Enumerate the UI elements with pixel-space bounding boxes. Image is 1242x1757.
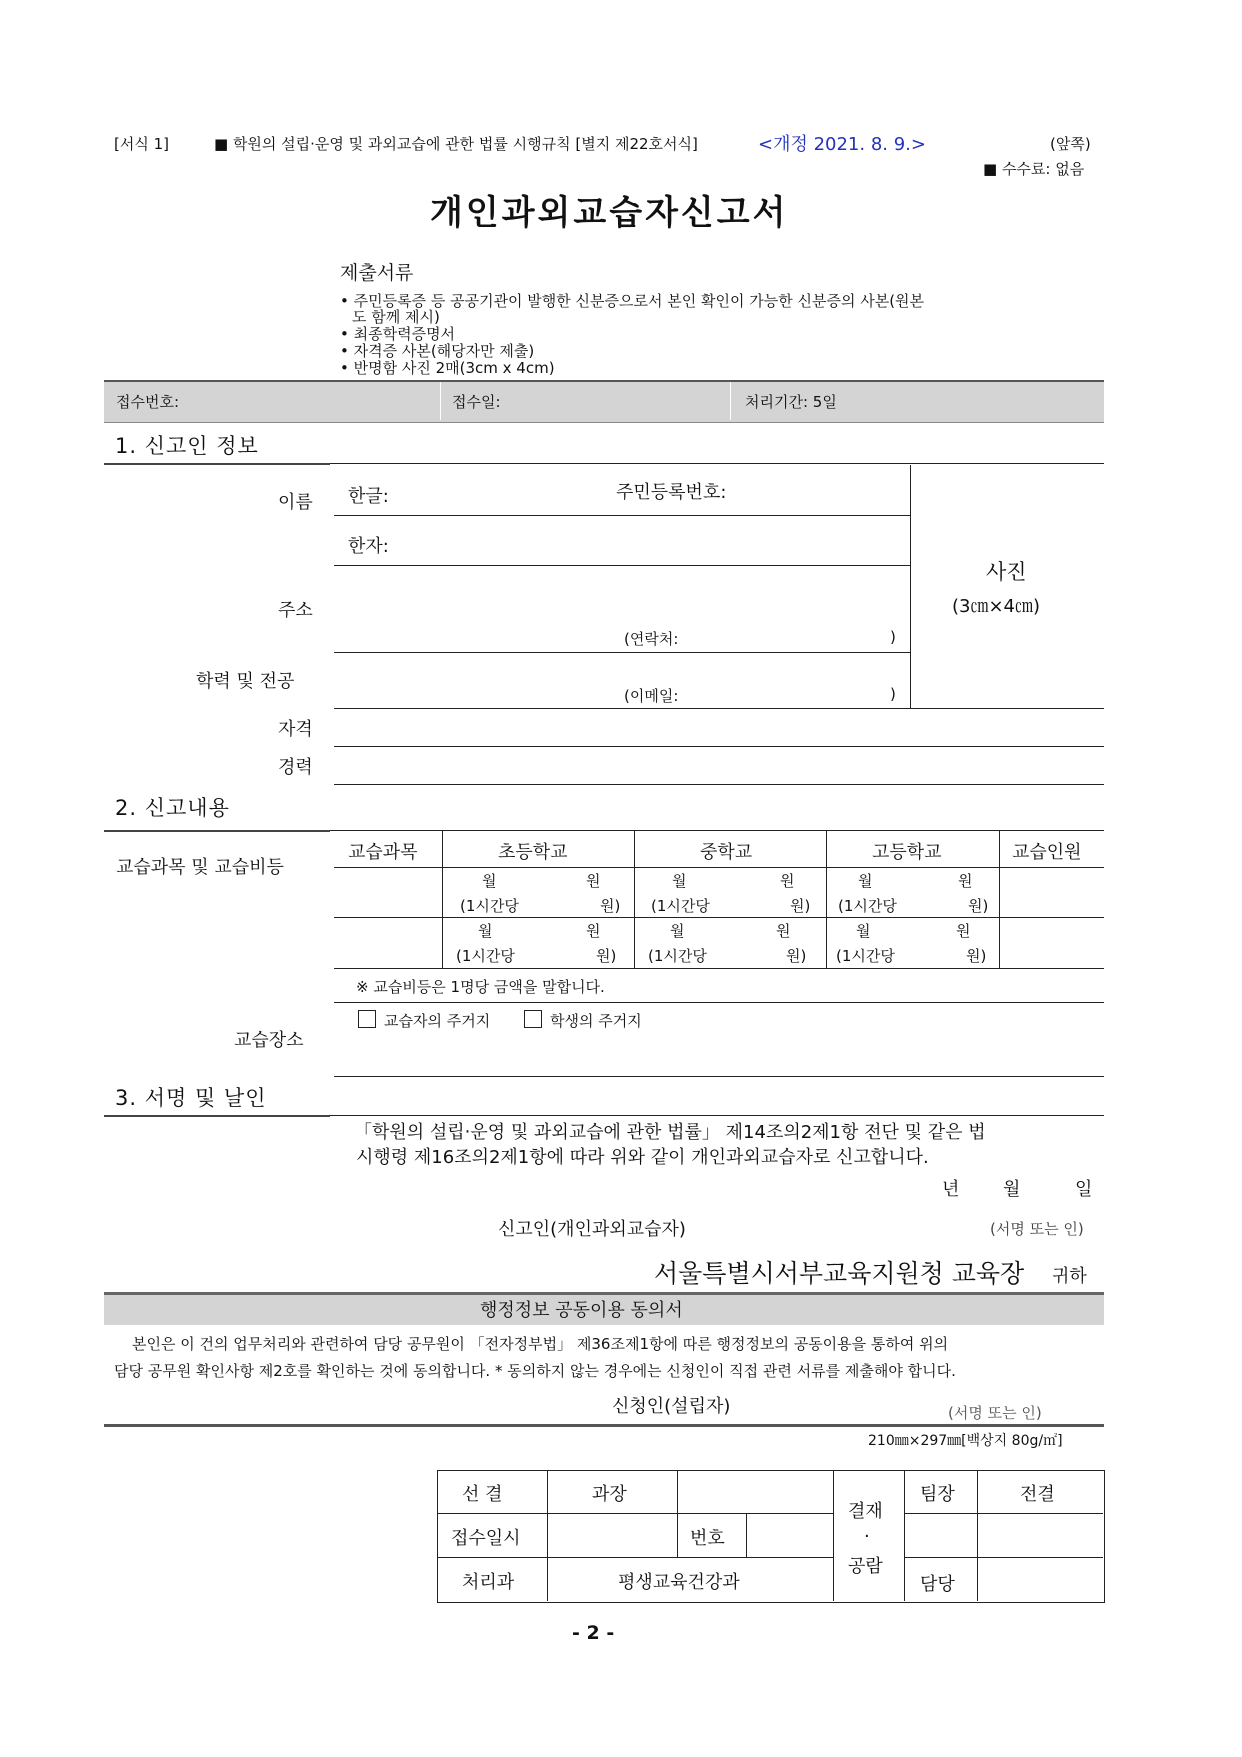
contact-close: ) <box>890 628 896 646</box>
submission-heading: 제출서류 <box>340 262 414 284</box>
pre-approval-cell: 전결 <box>1020 1484 1055 1505</box>
recipient-suffix: 귀하 <box>1052 1266 1087 1287</box>
section-1-title: 1. 신고인 정보 <box>115 434 259 458</box>
per-hour-label: (1시간당 <box>460 897 519 915</box>
career-label: 경력 <box>278 757 313 778</box>
day-label: 일 <box>1075 1179 1093 1200</box>
hanja-name-label: 한자: <box>348 536 389 557</box>
won-label: 원 <box>780 872 795 890</box>
won-close-label: 원) <box>968 897 989 915</box>
submission-item: • 자격증 사본(해당자만 제출) <box>340 342 535 360</box>
paper-spec: 210㎜×297㎜[백상지 80g/㎡] <box>868 1433 1063 1449</box>
year-label: 년 <box>942 1179 960 1200</box>
column-high: 고등학교 <box>872 842 942 863</box>
form-number: [서식 1] <box>114 135 169 153</box>
home-of-tutor-checkbox[interactable] <box>358 1010 376 1028</box>
month-label: 월 <box>1003 1179 1021 1200</box>
won-label: 원 <box>776 922 791 940</box>
in-charge-cell: 담당 <box>920 1574 955 1595</box>
applicant-label: 신청인(설립자) <box>612 1396 731 1417</box>
processing-period-label: 처리기간: 5일 <box>745 393 837 411</box>
won-close-label: 원) <box>790 897 811 915</box>
receipt-number-label: 접수번호: <box>116 393 180 411</box>
month-label: 월 <box>478 922 493 940</box>
month-label: 월 <box>672 872 687 890</box>
won-close-label: 원) <box>600 897 621 915</box>
dept-name-cell: 평생교육건강과 <box>618 1572 740 1593</box>
place-option-tutor-home: 교습자의 주거지 <box>384 1012 491 1030</box>
won-label: 원 <box>586 922 601 940</box>
won-label: 원 <box>586 872 601 890</box>
won-close-label: 원) <box>596 947 617 965</box>
admin-consent-line-1: 본인은 이 건의 업무처리와 관련하여 담당 공무원이 「전자정부법」 제36조제1항에 따른 행정정보의 공동이용을 통하여 위의 <box>132 1335 949 1353</box>
receipt-bar <box>104 380 1104 423</box>
per-hour-label: (1시간당 <box>651 897 710 915</box>
admin-consent-line-2: 담당 공무원 확인사항 제2호를 확인하는 것에 동의합니다. * 동의하지 않는 경우에는 신청인이 직접 관련 서류를 제출해야 합니다. <box>114 1362 956 1380</box>
approval-mid-line-3: 공람 <box>848 1556 883 1577</box>
contact-label: (연락처: <box>624 630 679 648</box>
approval-mid-line-1: 결재 <box>848 1501 883 1522</box>
fee-note: ■ 수수료: 없음 <box>983 160 1085 178</box>
per-hour-label: (1시간당 <box>836 947 895 965</box>
receipt-date-label: 접수일: <box>452 393 501 411</box>
won-label: 원 <box>956 922 971 940</box>
submission-item: • 주민등록증 등 공공기관이 발행한 신분증으로서 본인 확인이 가능한 신분증의 사본(원본 <box>340 292 925 310</box>
won-close-label: 원) <box>786 947 807 965</box>
submission-item: • 최종학력증명서 <box>340 325 456 343</box>
education-label: 학력 및 전공 <box>196 671 295 692</box>
submission-item: 도 함께 제시) <box>352 308 440 326</box>
admin-consent-title: 행정정보 공동이용 동의서 <box>480 1300 683 1321</box>
approval-table <box>437 1470 1105 1603</box>
photo-size: (3㎝×4㎝) <box>952 596 1041 617</box>
month-label: 월 <box>858 872 873 890</box>
approval-mid-line-2: · <box>864 1526 870 1547</box>
page-side: (앞쪽) <box>1050 135 1091 153</box>
law-reference: ■ 학원의 설립‧운영 및 과외교습에 관한 법률 시행규칙 [별지 제22호서식] <box>214 135 698 153</box>
won-close-label: 원) <box>966 947 987 965</box>
photo-label: 사진 <box>986 560 1027 584</box>
column-elementary: 초등학교 <box>498 842 568 863</box>
section-3-title: 3. 서명 및 날인 <box>115 1086 267 1110</box>
pre-decision-cell: 선 결 <box>462 1484 503 1505</box>
place-option-student-home: 학생의 주거지 <box>550 1012 642 1030</box>
statement-line-1: 「학원의 설립‧운영 및 과외교습에 관한 법률」 제14조의2제1항 전단 및 같은 법 <box>354 1122 986 1143</box>
fee-note: ※ 교습비등은 1명당 금액을 말합니다. <box>356 978 605 996</box>
revision-date: <개정 2021. 8. 9.> <box>758 134 926 155</box>
section-2-title: 2. 신고내용 <box>115 796 230 820</box>
reporter-label: 신고인(개인과외교습자) <box>498 1219 686 1240</box>
per-hour-label: (1시간당 <box>838 897 897 915</box>
per-hour-label: (1시간당 <box>648 947 707 965</box>
page-number: - 2 - <box>572 1622 615 1644</box>
reporter-sign-label: (서명 또는 인) <box>990 1220 1084 1238</box>
rrn-label: 주민등록번호: <box>616 482 727 503</box>
column-students: 교습인원 <box>1012 842 1082 863</box>
number-cell: 번호 <box>690 1528 725 1549</box>
page-title: 개인과외교습자신고서 <box>430 193 789 233</box>
hangul-name-label: 한글: <box>348 486 389 507</box>
qualification-label: 자격 <box>278 719 313 740</box>
column-subject: 교습과목 <box>348 842 418 863</box>
month-label: 월 <box>670 922 685 940</box>
processing-dept-cell: 처리과 <box>462 1572 515 1593</box>
recipient: 서울특별시서부교육지원청 교육장 <box>654 1259 1025 1288</box>
address-label: 주소 <box>278 600 313 621</box>
column-middle: 중학교 <box>700 842 753 863</box>
email-label: (이메일: <box>624 687 679 705</box>
per-hour-label: (1시간당 <box>456 947 515 965</box>
name-label: 이름 <box>278 492 313 513</box>
won-label: 원 <box>958 872 973 890</box>
section-chief-cell: 과장 <box>592 1484 627 1505</box>
month-label: 월 <box>482 872 497 890</box>
home-of-student-checkbox[interactable] <box>524 1010 542 1028</box>
applicant-sign-label: (서명 또는 인) <box>948 1404 1042 1422</box>
subject-fee-label: 교습과목 및 교습비등 <box>116 857 284 878</box>
submission-item: • 반명함 사진 2매(3cm x 4cm) <box>340 359 555 377</box>
email-close: ) <box>890 685 896 703</box>
team-lead-cell: 팀장 <box>920 1484 955 1505</box>
statement-line-2: 시행령 제16조의2제1항에 따라 위와 같이 개인과외교습자로 신고합니다. <box>356 1147 929 1168</box>
month-label: 월 <box>856 922 871 940</box>
place-label: 교습장소 <box>234 1030 304 1051</box>
receipt-datetime-cell: 접수일시 <box>451 1528 521 1549</box>
